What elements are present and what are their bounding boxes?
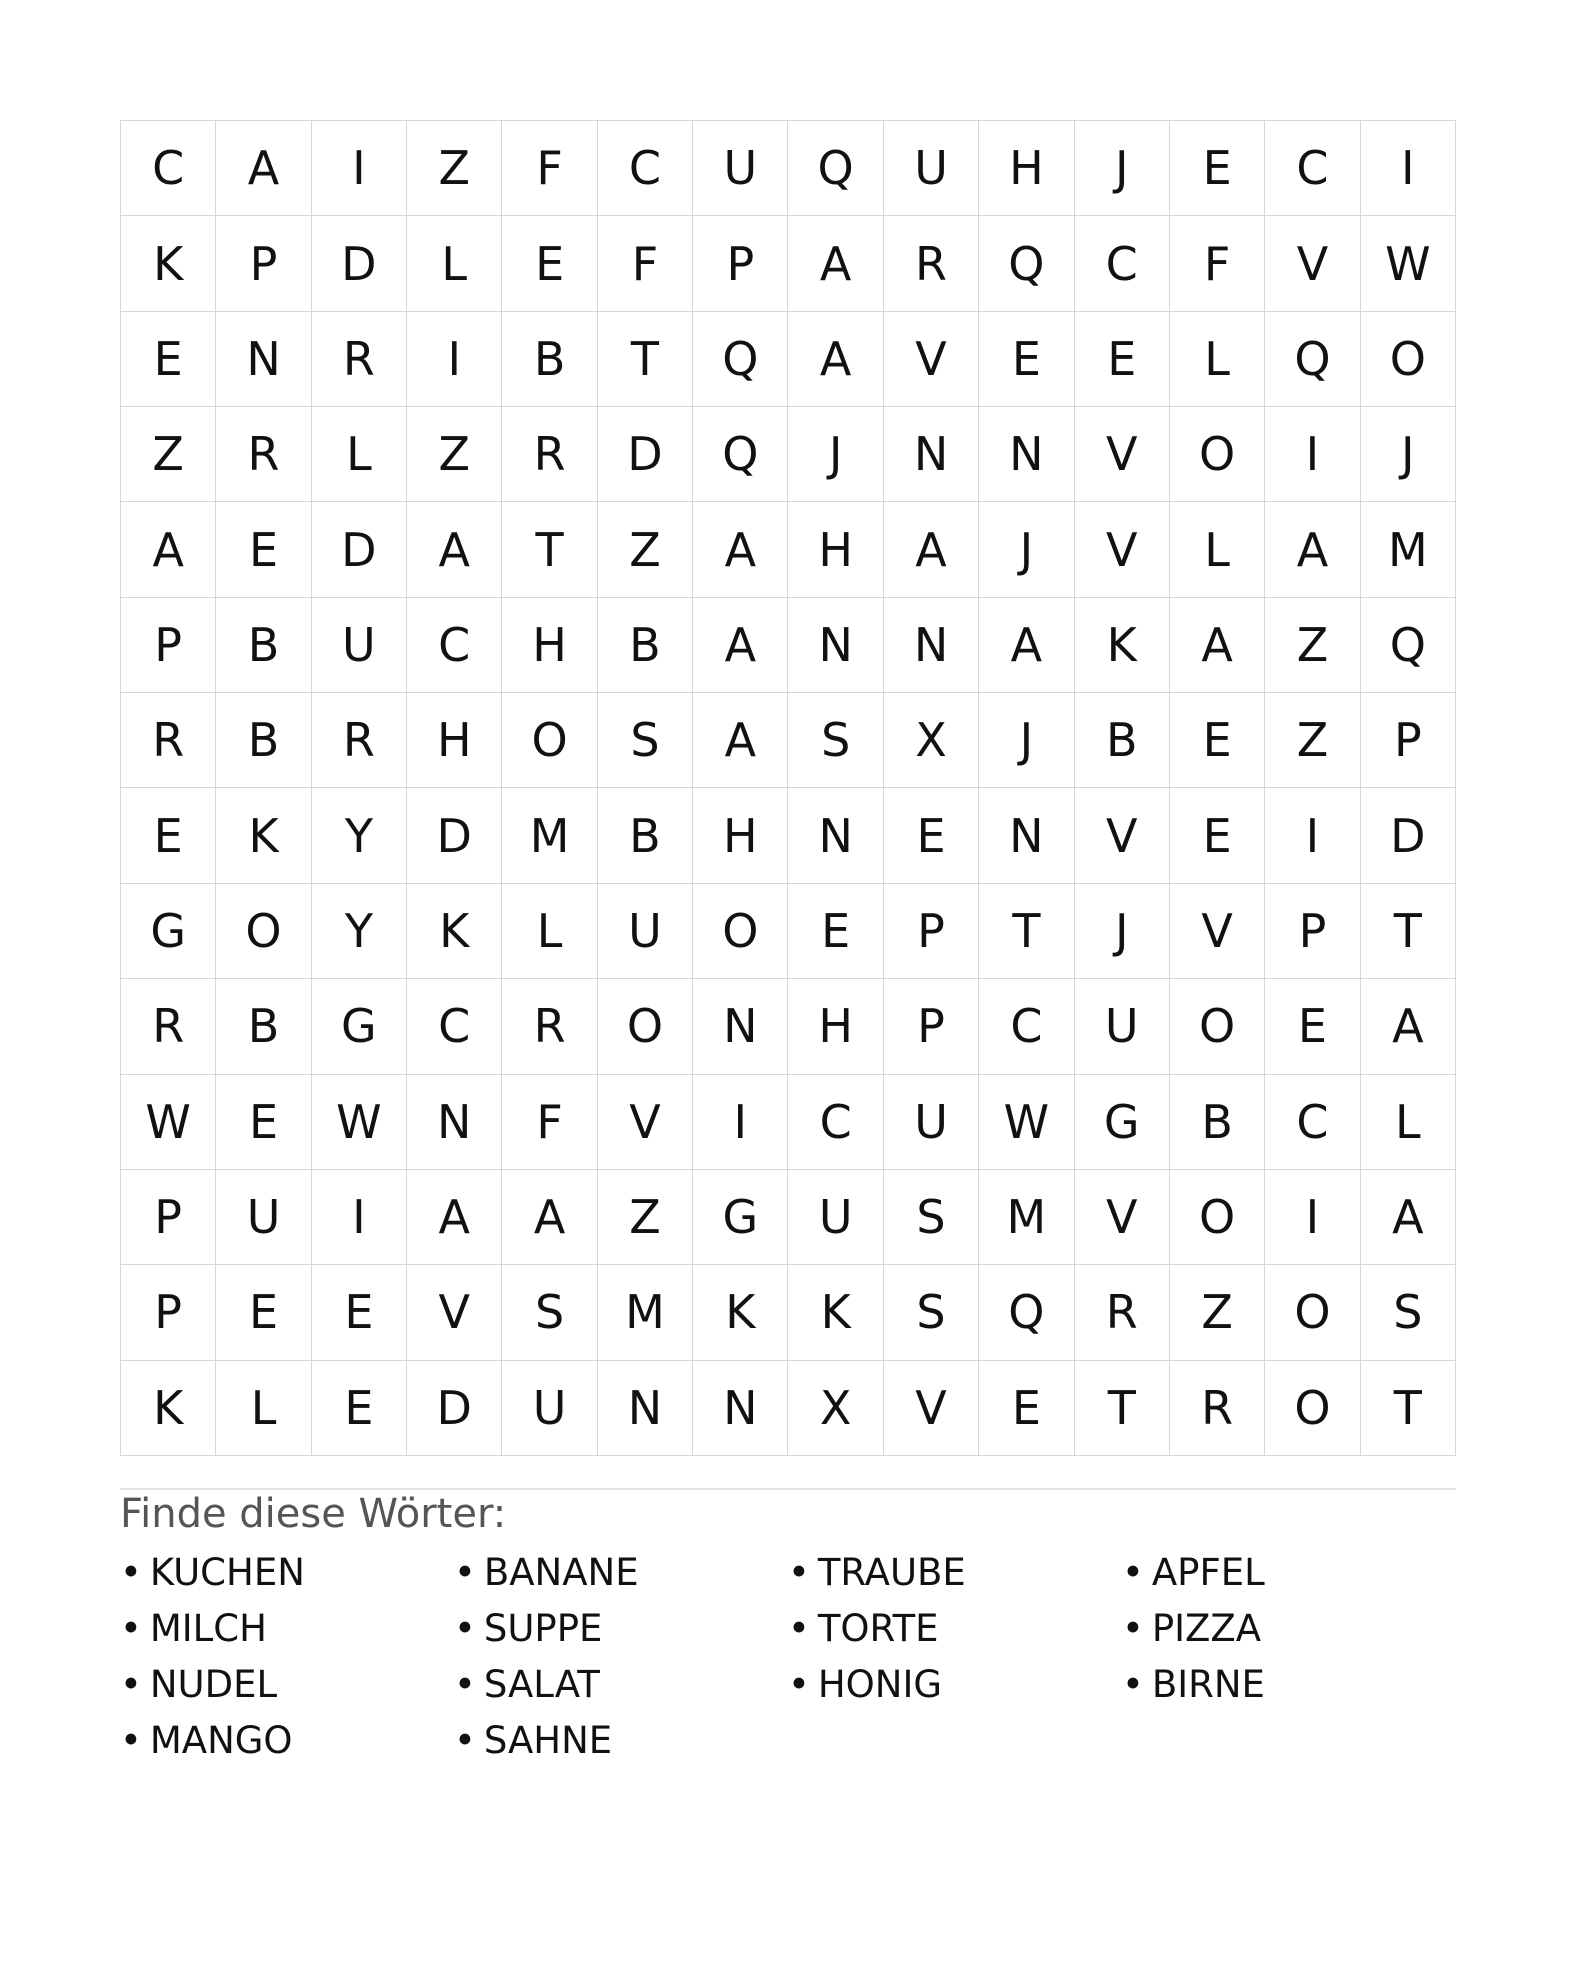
grid-cell[interactable]: W <box>121 1075 216 1170</box>
grid-cell[interactable]: S <box>788 693 883 788</box>
grid-cell[interactable]: P <box>121 1265 216 1360</box>
grid-cell[interactable]: C <box>979 979 1074 1074</box>
grid-cell[interactable]: Z <box>407 121 502 216</box>
bullet-icon: • <box>1122 1663 1144 1706</box>
grid-cell[interactable]: Y <box>312 788 407 883</box>
grid-cell[interactable]: E <box>1170 121 1265 216</box>
grid-cell[interactable]: P <box>121 1170 216 1265</box>
word-list-item <box>454 1657 788 1713</box>
grid-cell[interactable]: L <box>312 407 407 502</box>
grid-cell[interactable]: I <box>693 1075 788 1170</box>
grid-cell[interactable]: S <box>884 1265 979 1360</box>
grid-cell[interactable]: Q <box>693 407 788 502</box>
bullet-icon: • <box>120 1719 142 1762</box>
grid-cell[interactable]: N <box>693 979 788 1074</box>
word-label: NUDEL <box>149 1663 278 1706</box>
grid-cell[interactable]: Q <box>979 1265 1074 1360</box>
grid-cell[interactable]: V <box>884 1361 979 1456</box>
grid-cell[interactable]: I <box>312 121 407 216</box>
grid-cell[interactable]: T <box>1361 884 1456 979</box>
word-list-item <box>1122 1545 1456 1601</box>
grid-cell[interactable]: U <box>884 121 979 216</box>
grid-cell[interactable]: V <box>1075 407 1170 502</box>
grid-cell[interactable]: P <box>1265 884 1360 979</box>
grid-cell[interactable]: O <box>216 884 311 979</box>
grid-cell[interactable]: E <box>312 1265 407 1360</box>
bullet-icon: • <box>454 1663 476 1706</box>
grid-cell[interactable]: V <box>1170 884 1265 979</box>
grid-cell[interactable]: U <box>598 884 693 979</box>
grid-cell[interactable]: A <box>407 502 502 597</box>
grid-cell[interactable]: R <box>216 407 311 502</box>
grid-cell[interactable]: O <box>1265 1361 1360 1456</box>
grid-cell[interactable]: V <box>1075 788 1170 883</box>
word-label: BIRNE <box>1151 1663 1265 1706</box>
grid-cell[interactable]: Q <box>979 216 1074 311</box>
grid-cell[interactable]: P <box>121 598 216 693</box>
grid-cell[interactable]: Z <box>1265 598 1360 693</box>
grid-cell[interactable]: Z <box>121 407 216 502</box>
grid-cell[interactable]: X <box>788 1361 883 1456</box>
grid-cell[interactable]: L <box>407 216 502 311</box>
bullet-icon: • <box>120 1551 142 1594</box>
grid-cell[interactable]: L <box>1170 502 1265 597</box>
word-label: MANGO <box>149 1719 293 1762</box>
grid-cell[interactable]: A <box>979 598 1074 693</box>
grid-cell[interactable]: T <box>979 884 1074 979</box>
grid-cell[interactable]: E <box>1075 312 1170 407</box>
grid-cell[interactable]: J <box>788 407 883 502</box>
grid-cell[interactable]: I <box>1361 121 1456 216</box>
grid-cell[interactable]: D <box>407 788 502 883</box>
grid-cell[interactable]: H <box>693 788 788 883</box>
grid-cell[interactable]: N <box>884 407 979 502</box>
grid-cell[interactable]: G <box>121 884 216 979</box>
grid-cell[interactable]: E <box>1170 693 1265 788</box>
grid-cell[interactable]: L <box>216 1361 311 1456</box>
grid-cell[interactable]: R <box>1170 1361 1265 1456</box>
grid-cell[interactable]: P <box>884 884 979 979</box>
grid-cell[interactable]: R <box>121 693 216 788</box>
grid-cell[interactable]: X <box>884 693 979 788</box>
grid-cell[interactable]: F <box>1170 216 1265 311</box>
bullet-icon: • <box>788 1663 810 1706</box>
grid-cell[interactable]: E <box>884 788 979 883</box>
grid-cell[interactable]: D <box>312 216 407 311</box>
word-list-item <box>120 1601 454 1657</box>
grid-cell[interactable]: K <box>693 1265 788 1360</box>
word-label: HONIG <box>817 1663 943 1706</box>
grid-cell[interactable]: E <box>788 884 883 979</box>
grid-cell[interactable]: B <box>598 788 693 883</box>
grid-cell[interactable]: F <box>598 216 693 311</box>
grid-cell[interactable]: J <box>979 693 1074 788</box>
grid-cell[interactable]: B <box>502 312 597 407</box>
grid-cell[interactable]: E <box>979 312 1074 407</box>
grid-cell[interactable]: N <box>216 312 311 407</box>
grid-cell[interactable]: S <box>502 1265 597 1360</box>
word-list-item <box>120 1657 454 1713</box>
grid-cell[interactable]: D <box>1361 788 1456 883</box>
grid-cell[interactable]: P <box>693 216 788 311</box>
grid-cell[interactable]: R <box>1075 1265 1170 1360</box>
grid-cell[interactable]: A <box>121 502 216 597</box>
grid-cell[interactable]: D <box>312 502 407 597</box>
grid-cell[interactable]: Z <box>1170 1265 1265 1360</box>
grid-cell[interactable]: K <box>788 1265 883 1360</box>
grid-cell[interactable]: Y <box>312 884 407 979</box>
grid-cell[interactable]: N <box>979 788 1074 883</box>
grid-cell[interactable]: K <box>121 1361 216 1456</box>
grid-cell[interactable]: G <box>312 979 407 1074</box>
grid-cell[interactable]: D <box>407 1361 502 1456</box>
grid-cell[interactable]: C <box>1075 216 1170 311</box>
grid-cell[interactable]: E <box>502 216 597 311</box>
word-list-item <box>454 1601 788 1657</box>
word-label: TORTE <box>817 1607 939 1650</box>
grid-cell[interactable]: E <box>979 1361 1074 1456</box>
grid-cell[interactable]: V <box>1265 216 1360 311</box>
grid-cell[interactable]: U <box>312 598 407 693</box>
grid-cell[interactable]: B <box>216 598 311 693</box>
grid-cell[interactable]: W <box>1361 216 1456 311</box>
grid-cell[interactable]: C <box>788 1075 883 1170</box>
word-list-item <box>1122 1601 1456 1657</box>
grid-cell[interactable]: U <box>502 1361 597 1456</box>
grid-cell[interactable]: J <box>1075 884 1170 979</box>
grid-cell[interactable]: B <box>216 693 311 788</box>
grid-cell[interactable]: V <box>1075 1170 1170 1265</box>
grid-cell[interactable]: A <box>502 1170 597 1265</box>
word-list-item <box>788 1657 1122 1713</box>
grid-cell[interactable]: T <box>1075 1361 1170 1456</box>
grid-cell[interactable]: E <box>216 502 311 597</box>
word-list-item <box>454 1713 788 1769</box>
grid-cell[interactable]: P <box>1361 693 1456 788</box>
grid-cell[interactable]: A <box>788 216 883 311</box>
grid-cell[interactable]: I <box>1265 407 1360 502</box>
grid-cell[interactable]: M <box>598 1265 693 1360</box>
word-list <box>120 1545 1456 1769</box>
grid-cell[interactable]: A <box>1265 502 1360 597</box>
word-label: SUPPE <box>483 1607 603 1650</box>
grid-cell[interactable]: A <box>884 502 979 597</box>
grid-cell[interactable]: M <box>502 788 597 883</box>
grid-cell[interactable]: O <box>1265 1265 1360 1360</box>
word-list-title: Finde diese Wörter: <box>120 1491 507 1537</box>
grid-cell[interactable]: A <box>407 1170 502 1265</box>
grid-cell[interactable]: C <box>407 598 502 693</box>
grid-cell[interactable]: U <box>1075 979 1170 1074</box>
letter-grid <box>120 120 1456 1456</box>
grid-cell[interactable]: W <box>979 1075 1074 1170</box>
grid-cell[interactable]: G <box>1075 1075 1170 1170</box>
grid-cell[interactable]: B <box>216 979 311 1074</box>
grid-cell[interactable]: A <box>1361 979 1456 1074</box>
grid-cell[interactable]: M <box>1361 502 1456 597</box>
bullet-icon: • <box>120 1607 142 1650</box>
word-label: PIZZA <box>1151 1607 1262 1650</box>
grid-cell[interactable]: H <box>407 693 502 788</box>
grid-cell[interactable]: F <box>502 1075 597 1170</box>
grid-cell[interactable]: L <box>1361 1075 1456 1170</box>
grid-cell[interactable]: N <box>788 598 883 693</box>
grid-cell[interactable]: W <box>312 1075 407 1170</box>
grid-cell[interactable]: H <box>788 979 883 1074</box>
grid-cell[interactable]: L <box>1170 312 1265 407</box>
grid-cell[interactable]: A <box>1170 598 1265 693</box>
grid-cell[interactable]: E <box>216 1075 311 1170</box>
word-label: KUCHEN <box>149 1551 305 1594</box>
grid-cell[interactable]: N <box>598 1361 693 1456</box>
grid-cell[interactable]: U <box>884 1075 979 1170</box>
grid-cell[interactable]: V <box>407 1265 502 1360</box>
grid-cell[interactable]: V <box>884 312 979 407</box>
grid-cell[interactable]: N <box>407 1075 502 1170</box>
grid-cell[interactable]: J <box>1361 407 1456 502</box>
word-label: SALAT <box>483 1663 600 1706</box>
grid-cell[interactable]: N <box>884 598 979 693</box>
grid-cell[interactable]: O <box>693 884 788 979</box>
word-label: APFEL <box>1151 1551 1265 1594</box>
grid-cell[interactable]: J <box>1075 121 1170 216</box>
grid-cell[interactable]: I <box>312 1170 407 1265</box>
bullet-icon: • <box>454 1719 476 1762</box>
grid-cell[interactable]: R <box>502 407 597 502</box>
grid-cell[interactable]: E <box>121 788 216 883</box>
grid-cell[interactable]: T <box>598 312 693 407</box>
grid-cell[interactable]: E <box>312 1361 407 1456</box>
grid-cell[interactable]: E <box>216 1265 311 1360</box>
grid-cell[interactable]: F <box>502 121 597 216</box>
grid-cell[interactable]: O <box>1170 407 1265 502</box>
grid-cell[interactable]: I <box>1265 1170 1360 1265</box>
grid-cell[interactable]: R <box>312 693 407 788</box>
grid-cell[interactable]: U <box>788 1170 883 1265</box>
grid-cell[interactable]: E <box>1265 979 1360 1074</box>
grid-cell[interactable]: M <box>979 1170 1074 1265</box>
grid-cell[interactable]: K <box>121 216 216 311</box>
bullet-icon: • <box>1122 1607 1144 1650</box>
word-list-item <box>120 1713 454 1769</box>
grid-cell[interactable]: Z <box>407 407 502 502</box>
grid-cell[interactable]: R <box>502 979 597 1074</box>
grid-cell[interactable]: U <box>216 1170 311 1265</box>
bullet-icon: • <box>454 1551 476 1594</box>
grid-cell[interactable]: L <box>502 884 597 979</box>
grid-cell[interactable]: P <box>216 216 311 311</box>
grid-cell[interactable]: Q <box>1361 598 1456 693</box>
grid-cell[interactable]: I <box>1265 788 1360 883</box>
grid-cell[interactable]: U <box>693 121 788 216</box>
grid-cell[interactable]: A <box>788 312 883 407</box>
grid-cell[interactable]: P <box>884 979 979 1074</box>
grid-cell[interactable]: N <box>788 788 883 883</box>
word-list-item <box>454 1545 788 1601</box>
grid-cell[interactable]: I <box>407 312 502 407</box>
grid-cell[interactable]: Z <box>598 1170 693 1265</box>
bullet-icon: • <box>788 1551 810 1594</box>
grid-cell[interactable]: S <box>1361 1265 1456 1360</box>
word-label: TRAUBE <box>817 1551 966 1594</box>
grid-cell[interactable]: C <box>1265 1075 1360 1170</box>
grid-cell[interactable]: N <box>693 1361 788 1456</box>
grid-cell[interactable]: E <box>1170 788 1265 883</box>
grid-cell[interactable]: V <box>1075 502 1170 597</box>
grid-cell[interactable]: G <box>693 1170 788 1265</box>
grid-cell[interactable]: V <box>598 1075 693 1170</box>
grid-cell[interactable]: H <box>979 121 1074 216</box>
grid-cell[interactable]: C <box>1265 121 1360 216</box>
grid-cell[interactable]: A <box>216 121 311 216</box>
bullet-icon: • <box>1122 1551 1144 1594</box>
grid-cell[interactable]: K <box>216 788 311 883</box>
grid-cell[interactable]: D <box>598 407 693 502</box>
grid-cell[interactable]: H <box>502 598 597 693</box>
grid-cell[interactable]: B <box>1075 693 1170 788</box>
bullet-icon: • <box>454 1607 476 1650</box>
grid-cell[interactable]: Q <box>788 121 883 216</box>
grid-cell[interactable]: B <box>598 598 693 693</box>
grid-cell[interactable]: J <box>979 502 1074 597</box>
grid-cell[interactable]: K <box>407 884 502 979</box>
grid-cell[interactable]: T <box>1361 1361 1456 1456</box>
grid-cell[interactable]: Q <box>693 312 788 407</box>
grid-cell[interactable]: E <box>121 312 216 407</box>
bullet-icon: • <box>120 1663 142 1706</box>
grid-cell[interactable]: Z <box>1265 693 1360 788</box>
grid-cell[interactable]: N <box>979 407 1074 502</box>
grid-cell[interactable]: R <box>121 979 216 1074</box>
grid-cell[interactable]: A <box>693 598 788 693</box>
grid-cell[interactable]: A <box>693 502 788 597</box>
word-list-item <box>120 1545 454 1601</box>
grid-cell[interactable]: S <box>598 693 693 788</box>
grid-cell[interactable]: K <box>1075 598 1170 693</box>
word-label: MILCH <box>149 1607 267 1650</box>
grid-cell[interactable]: C <box>121 121 216 216</box>
bullet-icon: • <box>788 1607 810 1650</box>
grid-cell[interactable]: O <box>502 693 597 788</box>
grid-cell[interactable]: A <box>693 693 788 788</box>
grid-cell[interactable]: O <box>1361 312 1456 407</box>
grid-cell[interactable]: O <box>1170 979 1265 1074</box>
grid-cell[interactable]: H <box>788 502 883 597</box>
grid-cell[interactable]: R <box>884 216 979 311</box>
grid-cell[interactable]: T <box>502 502 597 597</box>
grid-cell[interactable]: C <box>598 121 693 216</box>
grid-cell[interactable]: R <box>312 312 407 407</box>
word-label: SAHNE <box>483 1719 613 1762</box>
word-list-item <box>788 1601 1122 1657</box>
grid-cell[interactable]: Q <box>1265 312 1360 407</box>
grid-cell[interactable]: A <box>1361 1170 1456 1265</box>
grid-cell[interactable]: Z <box>598 502 693 597</box>
word-list-item <box>788 1545 1122 1601</box>
grid-cell[interactable]: O <box>1170 1170 1265 1265</box>
grid-cell[interactable]: O <box>598 979 693 1074</box>
grid-cell[interactable]: B <box>1170 1075 1265 1170</box>
word-label: BANANE <box>483 1551 639 1594</box>
grid-cell[interactable]: C <box>407 979 502 1074</box>
word-list-item <box>1122 1657 1456 1713</box>
grid-cell[interactable]: S <box>884 1170 979 1265</box>
